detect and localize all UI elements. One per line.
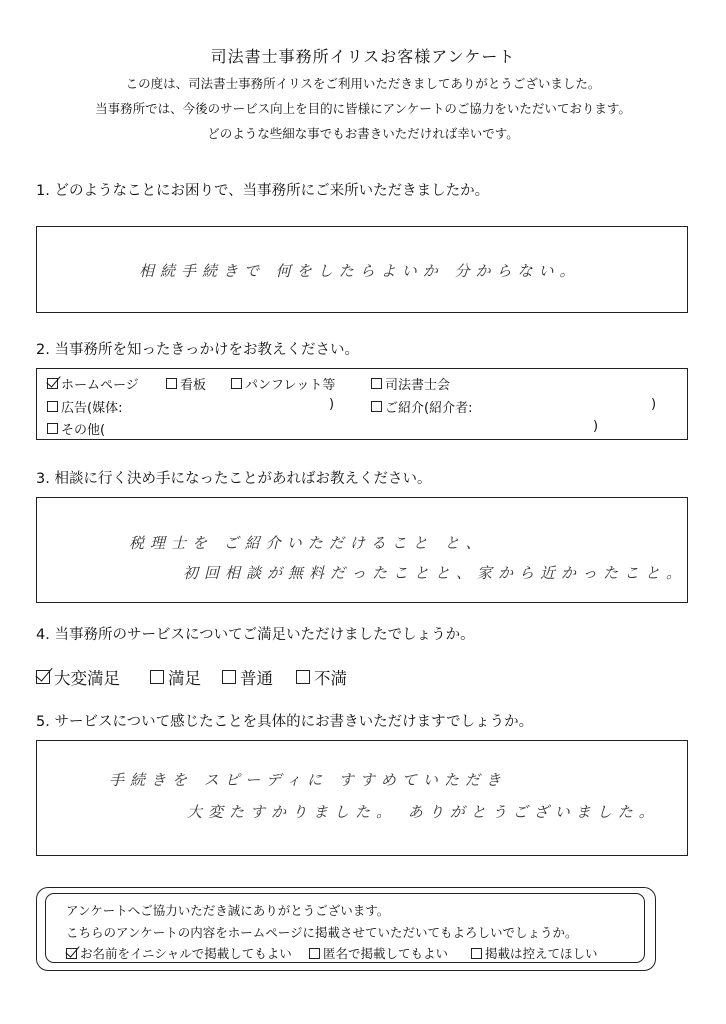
checkbox-icon[interactable] bbox=[222, 670, 236, 684]
intro-line-3: どのような些細な事でもお書きいただければ幸いです。 bbox=[207, 126, 519, 141]
checkbox-checked-icon[interactable] bbox=[36, 670, 50, 684]
intro-line-2: 当事務所では、今後のサービス向上を目的に皆様にアンケートのご協力をいただいております。 bbox=[95, 101, 631, 116]
option-signboard[interactable] bbox=[166, 374, 206, 393]
option-signboard-label: 看板 bbox=[180, 378, 207, 393]
checkbox-icon[interactable] bbox=[296, 670, 310, 684]
consent-option-initials[interactable] bbox=[66, 944, 292, 962]
option-dissatisfied-label: 不満 bbox=[314, 669, 347, 688]
option-neutral-label: 普通 bbox=[240, 669, 273, 688]
consent-option-anonymous-label: 匿名で掲載してもよい bbox=[323, 946, 449, 961]
consent-option-decline[interactable] bbox=[471, 944, 598, 962]
question-1: 1. どのようなことにお困りで、当事務所にご来所いただきましたか。 bbox=[36, 183, 490, 199]
checkbox-icon[interactable] bbox=[371, 378, 382, 389]
consent-option-anonymous[interactable] bbox=[309, 944, 448, 962]
intro-line-1: この度は、司法書士事務所イリスをご利用いただきましてありがとうございました。 bbox=[125, 76, 601, 91]
consent-box-inner bbox=[45, 893, 645, 963]
option-other-close: ) bbox=[593, 419, 599, 434]
option-satisfied[interactable] bbox=[150, 665, 201, 689]
answer-1-text: 相続手続きで 何をしたらよいか 分からない。 bbox=[139, 262, 581, 280]
question-4: 4. 当事務所のサービスについてご満足いただけましたでしょうか。 bbox=[36, 627, 475, 643]
checkbox-icon[interactable] bbox=[231, 378, 242, 389]
source-options-box bbox=[36, 368, 688, 440]
option-very-satisfied[interactable] bbox=[36, 665, 120, 689]
option-pamphlet[interactable] bbox=[231, 374, 335, 393]
consent-box-outer bbox=[36, 887, 656, 971]
option-association[interactable] bbox=[371, 374, 450, 393]
answer-5-line-1: 手続きを スピーディに すすめていただき bbox=[109, 771, 507, 789]
checkbox-checked-icon[interactable] bbox=[66, 948, 77, 959]
answer-3-line-1: 税理士を ご紹介いただけること と、 bbox=[129, 534, 487, 552]
checkbox-icon[interactable] bbox=[166, 378, 177, 389]
answer-box-5[interactable] bbox=[36, 740, 688, 856]
option-other[interactable] bbox=[47, 419, 105, 438]
option-association-label: 司法書士会 bbox=[385, 378, 451, 393]
option-satisfied-label: 満足 bbox=[168, 669, 201, 688]
checkbox-icon[interactable] bbox=[150, 670, 164, 684]
answer-5-line-2: 大変たすかりました。 ありがとうございました。 bbox=[187, 803, 660, 821]
answer-box-3[interactable] bbox=[36, 497, 688, 603]
option-homepage[interactable] bbox=[47, 374, 139, 393]
question-3: 3. 相談に行く決め手になったことがあればお教えください。 bbox=[36, 471, 432, 487]
option-ad[interactable] bbox=[47, 397, 122, 416]
question-5: 5. サービスについて感じたことを具体的にお書きいただけますでしょうか。 bbox=[36, 714, 534, 730]
checkbox-icon[interactable] bbox=[471, 948, 482, 959]
option-ad-label: 広告(媒体: bbox=[61, 401, 123, 416]
consent-question: こちらのアンケートの内容をホームページに掲載させていただいてもよろしいでしょうか。 bbox=[66, 925, 578, 940]
survey-title: 司法書士事務所イリスお客様アンケート bbox=[210, 47, 516, 66]
consent-thanks: アンケートへご協力いただき誠にありがとうございます。 bbox=[66, 903, 390, 918]
checkbox-icon[interactable] bbox=[309, 948, 320, 959]
answer-box-1[interactable] bbox=[36, 226, 688, 313]
checkbox-icon[interactable] bbox=[47, 401, 58, 412]
answer-3-line-2: 初回相談が無料だったことと、家から近かったこと。 bbox=[183, 564, 688, 582]
option-referral-close: ) bbox=[651, 397, 657, 412]
checkbox-icon[interactable] bbox=[371, 401, 382, 412]
option-ad-close: ) bbox=[329, 397, 335, 412]
option-referral[interactable] bbox=[371, 397, 472, 416]
option-dissatisfied[interactable] bbox=[296, 665, 347, 689]
question-2: 2. 当事務所を知ったきっかけをお教えください。 bbox=[36, 342, 359, 358]
option-referral-label: ご紹介(紹介者: bbox=[385, 401, 473, 416]
option-very-satisfied-label: 大変満足 bbox=[54, 669, 120, 688]
option-homepage-label: ホームページ bbox=[61, 378, 139, 393]
checkbox-checked-icon[interactable] bbox=[47, 378, 58, 389]
option-neutral[interactable] bbox=[222, 665, 273, 689]
consent-option-decline-label: 掲載は控えてほしい bbox=[485, 946, 598, 961]
option-other-label: その他( bbox=[61, 423, 106, 438]
consent-option-initials-label: お名前をイニシャルで掲載してもよい bbox=[80, 946, 292, 961]
checkbox-icon[interactable] bbox=[47, 423, 58, 434]
option-pamphlet-label: パンフレット等 bbox=[245, 378, 336, 393]
